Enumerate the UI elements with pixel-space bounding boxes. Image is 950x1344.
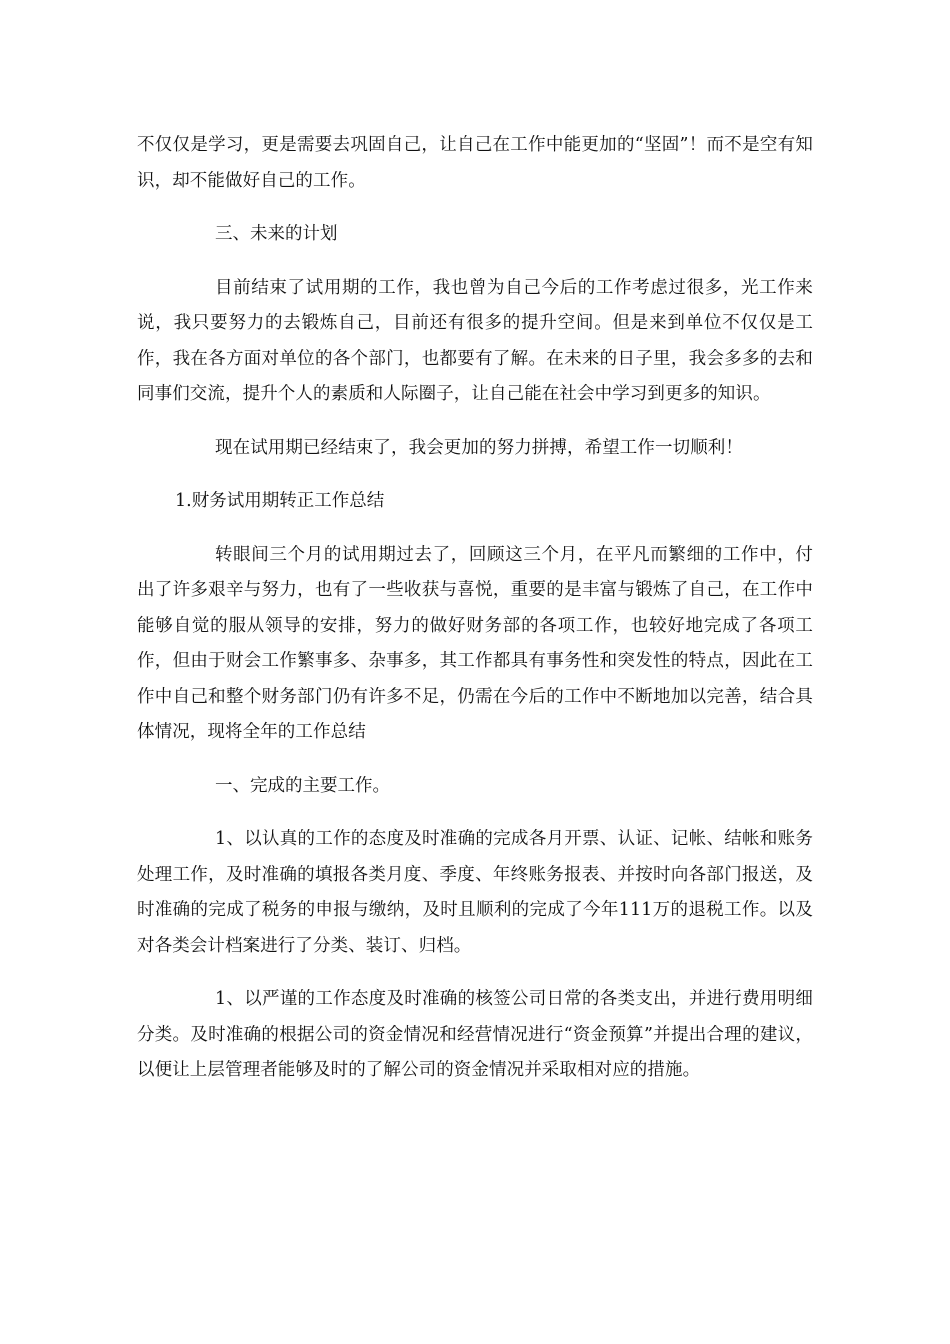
paragraph-continuation: 不仅仅是学习，更是需要去巩固自己，让自己在工作中能更加的“坚固”！而不是空有知识，却不能做好自己的工作。 — [137, 135, 813, 191]
section-heading-finance-summary: 1.财务试用期转正工作总结 — [175, 491, 385, 511]
paragraph-finance-intro: 转眼间三个月的试用期过去了，回顾这三个月，在平凡而繁细的工作中，付出了许多艰辛与努力，也有了一些收获与喜悦，重要的是丰富与锻炼了自己，在工作中能够自觉的服从领导的安排，努力的做好财务部的各项工作，也较好地完成了各项工作，但由于财会工作繁事多、杂事多，其工作都具有事务性和突发性的特点，因此在工作中自己和整个财务部门仍有许多不足，仍需在今后的工作中不断地加以完善，结合具体情况，现将全年的工作总结 — [137, 544, 813, 742]
section-heading-main-work: 一、完成的主要工作。 — [215, 775, 390, 796]
document-body — [137, 128, 813, 1107]
section-heading-future-plan: 三、未来的计划 — [215, 224, 338, 244]
paragraph-closing: 现在试用期已经结束了，我会更加的努力拼搏，希望工作一切顺利！ — [215, 437, 743, 458]
paragraph-future-plan: 目前结束了试用期的工作，我也曾为自己今后的工作考虑过很多，光工作来说，我只要努力的去锻炼自己，目前还有很多的提升空间。但是来到单位不仅仅是工作，我在各方面对单位的各个部门，也都要有了解。在未来的日子里，我会多多的去和同事们交流，提升个人的素质和人际圈子，让自己能在社会中学习到更多的知识。 — [137, 277, 813, 404]
paragraph-work-item-2: 1、以严谨的工作态度及时准确的核签公司日常的各类支出，并进行费用明细分类。及时准确的根据公司的资金情况和经营情况进行“资金预算”并提出合理的建议，以便让上层管理者能够及时的了解公司的资金情况并采取相对应的措施。 — [137, 989, 813, 1080]
paragraph-work-item-1: 1、以认真的工作的态度及时准确的完成各月开票、认证、记帐、结帐和账务处理工作，及时准确的填报各类月度、季度、年终账务报表、并按时向各部门报送，及时准确的完成了税务的申报与缴纳，及时且顺利的完成了今年111万的退税工作。以及对各类会计档案进行了分类、装订、归档。 — [137, 829, 813, 956]
